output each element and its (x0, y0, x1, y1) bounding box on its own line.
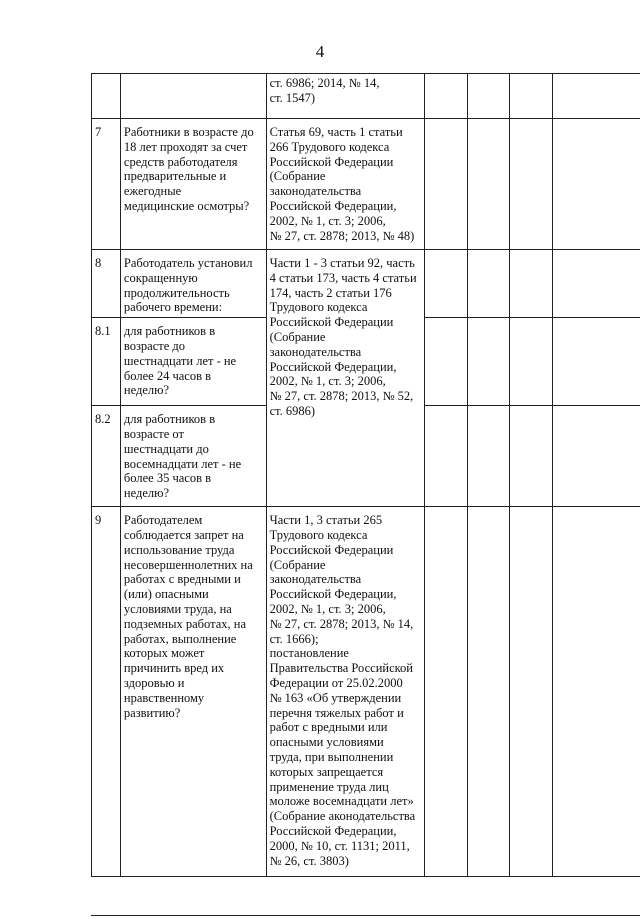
reference-line: Части 1 - 3 статьи 92, часть (269, 256, 415, 270)
question-line: здоровью и (123, 675, 185, 690)
question-cell (120, 119, 266, 250)
reference-line: 2000, № 10, ст. 1131; 2011, (269, 838, 410, 853)
reference-line: опасными условиями (269, 735, 384, 750)
question-line: средств работодателя (123, 154, 238, 169)
question-line: возрасте от (123, 426, 184, 441)
question-line: для работников в (123, 324, 216, 339)
table-row (92, 74, 640, 119)
reference-line: (Собрание (269, 557, 326, 572)
question-line: медицинские осмотры? (123, 198, 250, 213)
reference-line: № 27, ст. 2878; 2013, № 48) (269, 228, 415, 243)
reference-line: 4 статьи 173, часть 4 статьи (269, 270, 417, 285)
reference-line: 266 Трудового кодекса (269, 139, 390, 154)
table-row (92, 250, 640, 318)
reference-line: Российской Федерации (269, 154, 394, 169)
question-line: несовершеннолетних на (123, 557, 253, 572)
reference-line: законодательства (269, 184, 362, 199)
question-line: причинить вред их (123, 661, 225, 676)
reference-line: № 27, ст. 2878; 2013, № 52, (269, 389, 414, 404)
question-line: подземных работах, на (123, 616, 247, 631)
question-line: Работодателем (123, 513, 203, 528)
reference-line: (Собрание (269, 329, 326, 344)
question-line: сокращенную (123, 270, 198, 285)
reference-line: ст. 6986; 2014, № 14, (269, 76, 380, 90)
row-number-cell: 8.2 (92, 406, 121, 507)
reference-line: 2002, № 1, ст. 3; 2006, (269, 601, 386, 616)
question-line: неделю? (123, 383, 170, 398)
reference-line: Российской Федерации (269, 315, 394, 330)
reference-line: перечня тяжелых работ и (269, 705, 404, 720)
answer-no-cell (468, 119, 510, 250)
reference-line: ст. 1666); (269, 631, 319, 646)
reference-line: Федерации от 25.02.2000 (269, 675, 403, 690)
question-cell (120, 318, 266, 406)
reference-line: Правительства Российской (269, 661, 413, 676)
table-row (92, 507, 640, 877)
question-line: Работники в возрасте до (123, 125, 254, 139)
answer-yes-cell (425, 119, 468, 250)
reference-line: ст. 1547) (269, 90, 316, 105)
answer-na-cell (509, 119, 552, 250)
legal-reference-cell (266, 119, 425, 250)
checklist-table (91, 73, 640, 877)
reference-line: законодательства (269, 344, 362, 359)
question-cell (120, 406, 266, 507)
reference-line: работ с вредными или (269, 720, 388, 735)
reference-line: 174, часть 2 статьи 176 (269, 285, 392, 300)
reference-line: Российской Федерации, (269, 823, 397, 838)
reference-line: Трудового кодекса (269, 527, 368, 542)
answer-yes-cell (425, 318, 468, 406)
question-cell (120, 250, 266, 318)
answer-na-cell (509, 74, 552, 119)
reference-line: ст. 6986) (269, 403, 316, 418)
question-line: продолжительность (123, 285, 230, 300)
question-line: работах, выполнение (123, 631, 237, 646)
reference-line: 2002, № 1, ст. 3; 2006, (269, 374, 386, 389)
question-line: 18 лет проходят за счет (123, 139, 248, 154)
reference-line: (Собрание (269, 169, 326, 184)
question-line: работах с вредными и (123, 572, 241, 587)
table-row (92, 119, 640, 250)
question-line: использование труда (123, 542, 235, 557)
note-cell (552, 406, 640, 507)
answer-yes-cell (425, 507, 468, 877)
question-line: ежегодные (123, 184, 182, 199)
row-number-cell: 8 (92, 250, 121, 318)
reference-line: Российской Федерации, (269, 359, 397, 374)
answer-na-cell (509, 318, 552, 406)
question-line: нравственному (123, 690, 205, 705)
question-line: более 35 часов в (123, 471, 212, 486)
answer-no-cell (468, 250, 510, 318)
reference-line: № 163 «Об утверждении (269, 690, 402, 705)
answer-no-cell (468, 74, 510, 119)
note-cell (552, 119, 640, 250)
reference-line: № 26, ст. 3803) (269, 853, 349, 868)
question-line: которых может (123, 646, 205, 661)
question-cell (120, 507, 266, 877)
question-line: шестнадцати лет - не (123, 353, 237, 368)
answer-na-cell (509, 507, 552, 877)
note-cell (552, 250, 640, 318)
question-line: возрасте до (123, 338, 186, 353)
answer-na-cell (509, 406, 552, 507)
page-number: 4 (315, 42, 325, 61)
legal-reference-cell (266, 74, 425, 119)
reference-line: постановление (269, 646, 349, 661)
reference-line: 2002, № 1, ст. 3; 2006, (269, 213, 386, 228)
reference-line: Статья 69, часть 1 статьи (269, 125, 403, 139)
legal-reference-cell (266, 250, 425, 507)
answer-no-cell (468, 507, 510, 877)
note-cell (552, 74, 640, 119)
question-line: рабочего времени: (123, 300, 223, 315)
reference-line: которых запрещается (269, 764, 384, 779)
reference-line: законодательства (269, 572, 362, 587)
question-line: более 24 часов в (123, 368, 212, 383)
row-number-cell: 9 (92, 507, 121, 877)
answer-yes-cell (425, 74, 468, 119)
question-line: предварительные и (123, 169, 227, 184)
page-bottom-rule (91, 915, 640, 916)
answer-na-cell (509, 250, 552, 318)
reference-line: Российской Федерации (269, 542, 394, 557)
reference-line: применение труда лиц (269, 779, 389, 794)
reference-line: (Собрание аконодательства (269, 809, 416, 824)
question-line: для работников в (123, 412, 216, 427)
question-line: шестнадцати до (123, 441, 209, 456)
reference-line: Российской Федерации, (269, 198, 397, 213)
question-line: неделю? (123, 486, 170, 501)
legal-reference-cell (266, 507, 425, 877)
reference-line: труда, при выполнении (269, 749, 394, 764)
question-line: (или) опасными (123, 587, 209, 602)
row-number-cell (92, 74, 121, 119)
note-cell (552, 318, 640, 406)
question-cell (120, 74, 266, 119)
answer-yes-cell (425, 406, 468, 507)
reference-line: Трудового кодекса (269, 300, 368, 315)
reference-line: Российской Федерации, (269, 587, 397, 602)
reference-line: моложе восемнадцати лет» (269, 794, 414, 809)
reference-line: № 27, ст. 2878; 2013, № 14, (269, 616, 414, 631)
answer-no-cell (468, 318, 510, 406)
answer-no-cell (468, 406, 510, 507)
note-cell (552, 507, 640, 877)
question-line: развитию? (123, 705, 181, 720)
question-line: условиями труда, на (123, 601, 232, 616)
row-number-cell: 7 (92, 119, 121, 250)
question-line: соблюдается запрет на (123, 527, 244, 542)
answer-yes-cell (425, 250, 468, 318)
question-line: Работодатель установил (123, 256, 253, 270)
reference-line: Части 1, 3 статьи 265 (269, 513, 383, 528)
question-line: восемнадцати лет - не (123, 456, 242, 471)
row-number-cell: 8.1 (92, 318, 121, 406)
